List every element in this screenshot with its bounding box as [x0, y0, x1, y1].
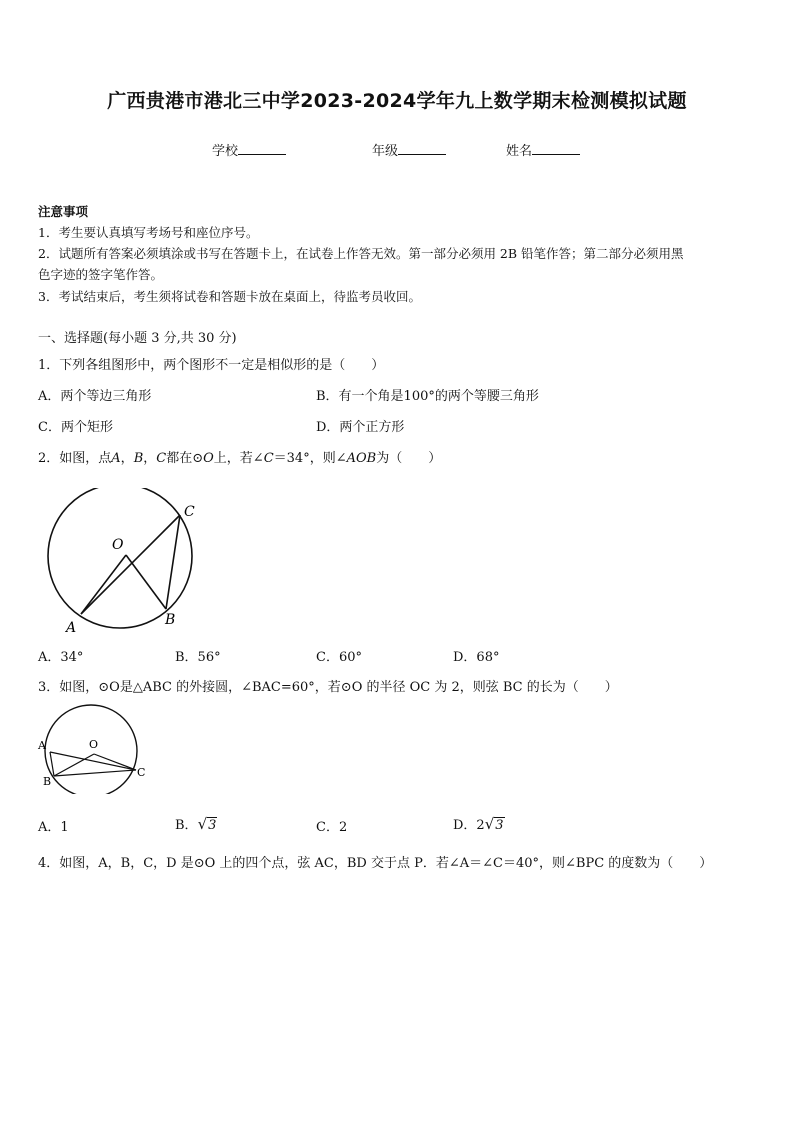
- q2-point-c: C: [156, 451, 167, 466]
- q3-option-d-radicand: 3: [495, 818, 504, 833]
- notice-item-2-cont: 色字迹的签字笔作答。: [38, 267, 164, 282]
- q2-point-b: B: [133, 451, 144, 466]
- q1-option-b: B．有一个角是100°的两个等腰三角形: [316, 389, 539, 404]
- school-label: 学校: [212, 144, 239, 159]
- q1-option-a: A．两个等边三角形: [38, 389, 152, 404]
- q2-label-a: A: [66, 620, 77, 636]
- q3-segment-bc: [54, 770, 136, 776]
- q2-text-3: 上，若∠: [213, 451, 264, 466]
- q2-point-o: O: [203, 451, 214, 466]
- q3-label-a: A: [38, 739, 46, 752]
- q2-circle: [48, 488, 192, 628]
- q3-option-b: [175, 814, 217, 833]
- q3-option-a: A．1: [38, 820, 69, 835]
- q2-text-5: 为（ ）: [376, 451, 442, 466]
- name-label: 姓名: [506, 144, 533, 159]
- grade-label: 年级: [372, 144, 399, 159]
- q2-sep-2: ，: [143, 451, 157, 466]
- q2-option-d: D．68°: [453, 650, 500, 665]
- q2-text-1: 2．如图，点: [38, 451, 112, 466]
- q2-label-c: C: [184, 504, 195, 520]
- notice-item-2: 2．试题所有答案必须填涂或书写在答题卡上，在试卷上作答无效。第一部分必须用 2B 铅笔作答；第二部分必须用黑: [38, 246, 684, 261]
- q2-option-c: C．60°: [316, 650, 362, 665]
- q1-option-c: C．两个矩形: [38, 420, 113, 435]
- q2-segment-bc: [166, 515, 180, 609]
- q2-stem: [38, 447, 441, 466]
- q3-option-c: C．2: [316, 820, 348, 835]
- sqrt-icon: √3: [484, 815, 504, 833]
- q1-stem: 1．下列各组图形中，两个图形不一定是相似形的是（ ）: [38, 358, 385, 373]
- sqrt-icon: √3: [197, 815, 217, 833]
- q3-label-o: O: [89, 738, 99, 751]
- q3-option-b-label: B．: [175, 818, 198, 833]
- notice-item-3: 3．考试结束后，考生须将试卷和答题卡放在桌面上，待监考员收回。: [38, 289, 421, 304]
- q2-segment-ao: [81, 555, 126, 614]
- q2-option-a: A．34°: [38, 650, 84, 665]
- q2-option-b: B．56°: [175, 650, 221, 665]
- q2-text-4: ＝34°，则∠: [273, 451, 347, 466]
- q2-label-o: O: [112, 537, 124, 553]
- q4-stem: 4．如图，A，B，C，D 是⊙O 上的四个点，弦 AC，BD 交于点 P．若∠A＝∠C＝40°，则∠BPC 的度数为（ ）: [38, 856, 713, 871]
- section-heading: 一、选择题(每小题 3 分,共 30 分): [38, 331, 237, 346]
- school-blank: [238, 142, 286, 155]
- school-field: [212, 140, 286, 159]
- notice-item-1: 1．考生要认真填写考场号和座位序号。: [38, 225, 259, 240]
- q2-sep-1: ，: [120, 451, 134, 466]
- q1-option-d: D．两个正方形: [316, 420, 405, 435]
- q2-circle-figure: [40, 488, 210, 638]
- q2-label-b: B: [165, 612, 176, 628]
- q2-segment-ac: [81, 515, 180, 614]
- q2-point-a: A: [111, 451, 121, 466]
- q3-label-b: B: [43, 775, 52, 788]
- q2-angle-c: C: [263, 451, 274, 466]
- grade-blank: [398, 142, 446, 155]
- name-field: [506, 140, 580, 159]
- notice-heading: 注意事项: [38, 204, 89, 219]
- page-title: 广西贵港市港北三中学2023-2024学年九上数学期末检测模拟试题: [107, 90, 687, 112]
- q2-angle-aob: AOB: [346, 451, 377, 466]
- q3-option-b-radicand: 3: [208, 818, 217, 833]
- q3-label-c: C: [137, 766, 146, 779]
- grade-field: [372, 140, 446, 159]
- q2-text-2: 都在⊙: [166, 451, 204, 466]
- name-blank: [532, 142, 580, 155]
- q3-stem: 3．如图，⊙O是△ABC 的外接圆，∠BAC=60°，若⊙O 的半径 OC 为 2，则弦 BC 的长为（ ）: [38, 680, 618, 695]
- q3-circle-figure: [36, 704, 152, 794]
- q3-option-d-label: D．2: [453, 818, 485, 833]
- q3-option-d: [453, 814, 505, 833]
